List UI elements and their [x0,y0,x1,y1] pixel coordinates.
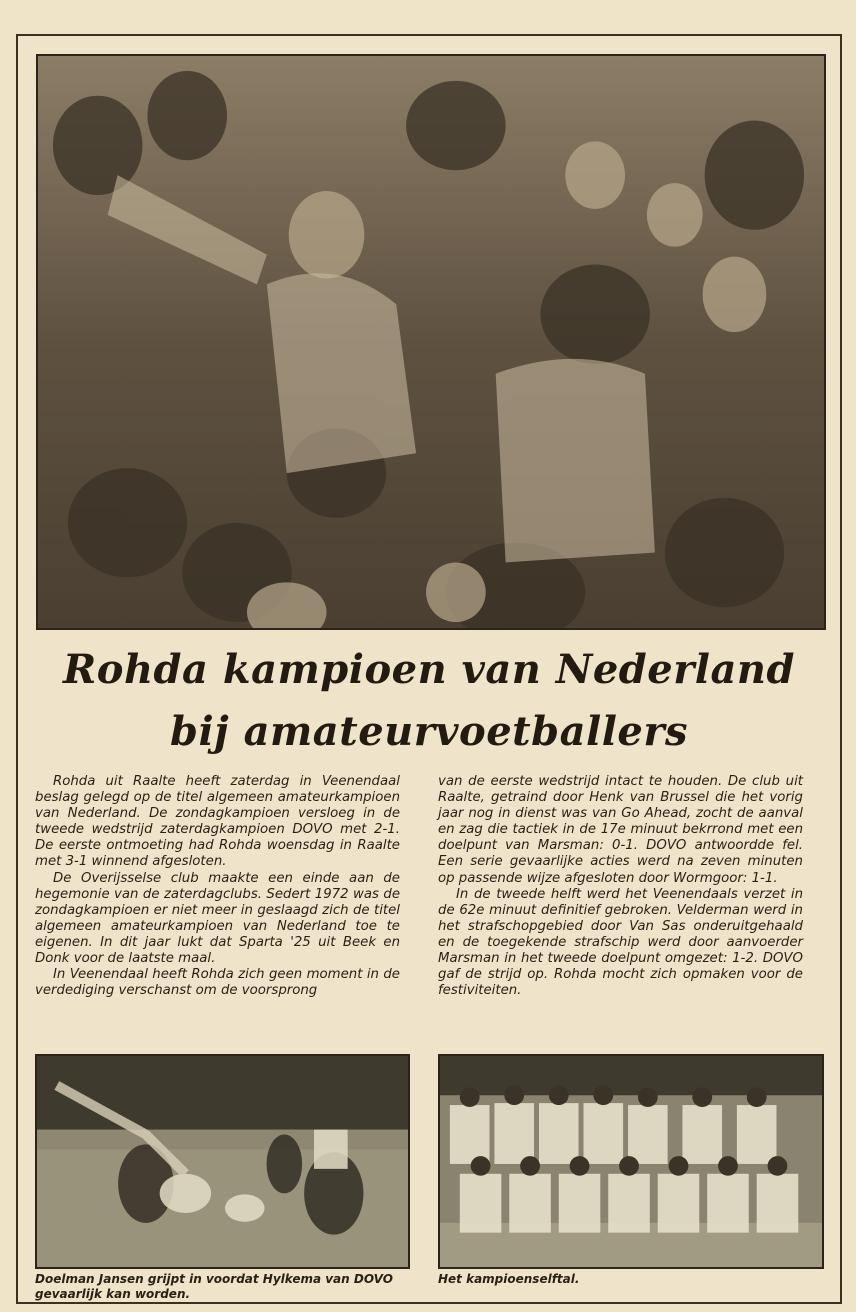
article-column-right [438,774,803,999]
article-paragraph: De Overijsselse club maakte een einde aan de hegemonie van de zaterdagclubs. Sedert 1972 was de zondagkampioen er niet meer in geslaagd zich de titel algemeen amateurkampioen van Nederland toe te eigenen. In dit jaar lukt dat Sparta '25 uit Beek en Donk voor de laatste maal. [35,870,400,967]
match-action-photo-image [37,1056,408,1267]
article-paragraph: van de eerste wedstrijd intact te houden. De club uit Raalte, getraind door Henk van Brussel die het vorig jaar nog in dienst was van Go Ahead, zocht de aanval en zag die tactiek in de 17e minuut bekrrond met een doelpunt van Marsman: 0-1. DOVO antwoordde fel. Een serie gevaarlijke acties werd na zeven minuten op passende wijze afgesloten door Wormgoor: 1-1. [438,774,803,886]
celebration-photo [36,54,826,630]
celebration-photo-image [38,56,824,628]
team-photo-caption: Het kampioenselftal. [438,1272,580,1286]
team-photo-image [440,1056,822,1267]
team-photo [438,1054,824,1269]
article-column-left [35,774,400,999]
match-action-photo [35,1054,410,1269]
article-paragraph: Rohda uit Raalte heeft zaterdag in Veenendaal beslag gelegd op de titel algemeen amateurkampioen van Nederland. De zondagkampioen versloeg in de tweede wedstrijd zaterdagkampioen DOVO met 2-1. De eerste ontmoeting had Rohda woensdag in Raalte met 3-1 winnend afgesloten. [35,774,400,870]
newspaper-clipping [16,34,842,1304]
headline-line-1: Rohda kampioen van Nederland [63,646,795,693]
article-paragraph: In de tweede helft werd het Veenendaals verzet in de 62e minuut definitief gebroken. Velderman werd in het strafschopgebied door Van Sas onderuitgehaald en de toegekende strafschip werd door aanvoerder Marsman in het tweede doelpunt omgezet: 1-2. DOVO gaf de strijd op. Rohda mocht zich opmaken voor de festiviteiten. [438,886,803,999]
match-photo-caption: Doelman Jansen grijpt in voordat Hylkema van DOVO gevaarlijk kan worden. [35,1272,393,1301]
headline-line-2: bij amateurvoetballers [170,708,688,755]
article-paragraph: In Veenendaal heeft Rohda zich geen moment in de verdediging verschanst om de voorsprong [35,967,400,999]
